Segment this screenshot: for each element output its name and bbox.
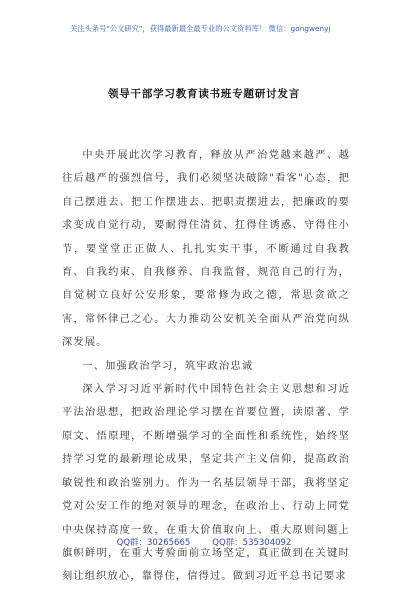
footer-qq-group-2: QQ群：535304092 (212, 538, 292, 548)
intro-paragraph: 中央开展此次学习教育，释放从严治党越来越严、越往后越严的强烈信号，我们必须坚决破除"看客"心态，把自己摆进去、把工作摆进去、把职责摆进去，把廉政的要求变成自觉行动，要耐得住清贫、扛得住诱惑、守得住小节，要堂堂正正做人、扎扎实实干事，不断通过自我教育、自我约束、自我修养、自我监督，规范自己的行为，自觉树立良好公安形象，要常修为政之德，常思贪欲之害，常怀律己之心。大力推动公安机关全面从严治党向纵深发展。 (62, 150, 350, 349)
footer-qq-groups (0, 536, 408, 548)
document-title: 领导干部学习教育读书班专题研讨发言 (107, 88, 301, 100)
section-heading: 一、加强政治学习，筑牢政治忠诚 (82, 360, 254, 372)
header-promo-note: 关注头条号"公文研究"，获得最新最全最专业的公文资料库！ 微信：gongwenyj (70, 24, 331, 33)
footer-qq-group-1: QQ群：30265665 (116, 538, 191, 548)
section-paragraph: 深入学习习近平新时代中国特色社会主义思想和习近平法治思想，把政治理论学习摆在首要位置，读原著、学原文、悟原理，不断增强学习的全面性和系统性，始终坚持学习党的最新理论成果，坚定共产主义信仰，提高政治敏锐性和政治鉴别力。作为一名基层领导干部，我将坚定党对公安工作的绝对领导的理念，在政治上、行动上同党中央保持高度一致，在重大价值取向上、重大原则问题上旗帜鲜明，在重大考验面前立场坚定，真正做到在关键时刻让组织放心，靠得住，信得过。做到习近平总书记要求 (62, 384, 350, 583)
document-body (62, 144, 350, 589)
